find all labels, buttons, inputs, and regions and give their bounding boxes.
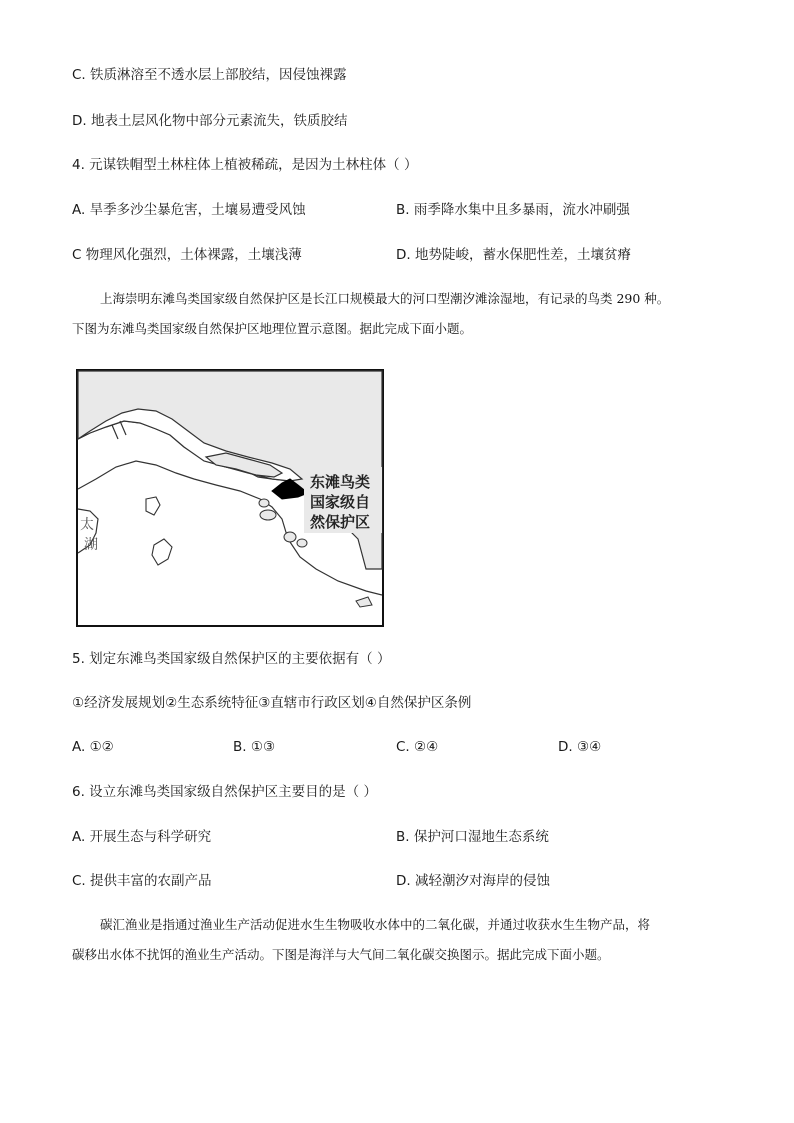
q4-option-b: B. 雨季降水集中且多暴雨，流水冲刷强 bbox=[396, 202, 630, 218]
q4-option-d: D. 地势陡峻，蓄水保肥性差，土壤贫瘠 bbox=[396, 247, 631, 263]
reserve-label-line2: 国家级自 bbox=[310, 493, 371, 511]
q6-option-c: C. 提供丰富的农副产品 bbox=[72, 873, 212, 889]
passage1-line1: 上海崇明东滩鸟类国家级自然保护区是长江口规模最大的河口型潮汐滩涂湿地，有记录的鸟类 290 种。 bbox=[100, 291, 670, 306]
taihu-label-2: 湖 bbox=[84, 537, 98, 553]
q5-statements: ①经济发展规划②生态系统特征③直辖市行政区划④自然保护区条例 bbox=[72, 695, 472, 711]
q4-stem: 4. 元谋铁帽型土林柱体上植被稀疏，是因为土林柱体（ ） bbox=[72, 157, 418, 173]
q4-option-c: C 物理风化强烈，土体裸露，土壤浅薄 bbox=[72, 247, 302, 263]
q6-option-a: A. 开展生态与科学研究 bbox=[72, 829, 212, 845]
island bbox=[284, 532, 296, 542]
q5-option-c: C. ②④ bbox=[396, 739, 439, 755]
passage2-line1: 碳汇渔业是指通过渔业生产活动促进水生生物吸收水体中的二氧化碳，并通过收获水生生物产品，将 bbox=[100, 917, 651, 932]
taihu-label-1: 太 bbox=[80, 517, 94, 533]
q5-option-a: A. ①② bbox=[72, 739, 114, 755]
q6-option-d: D. 减轻潮汐对海岸的侵蚀 bbox=[396, 873, 550, 889]
passage2-line2: 碳移出水体不扰饵的渔业生产活动。下图是海洋与大气间二氧化碳交换图示。据此完成下面小题。 bbox=[72, 947, 610, 962]
q5-option-b: B. ①③ bbox=[233, 739, 276, 755]
island bbox=[297, 539, 307, 547]
location-map bbox=[76, 369, 384, 627]
q5-stem: 5. 划定东滩鸟类国家级自然保护区的主要依据有（ ） bbox=[72, 651, 391, 667]
island bbox=[260, 510, 276, 520]
reserve-label-line1: 东滩鸟类 bbox=[310, 473, 371, 491]
q3-option-d: D. 地表土层风化物中部分元素流失，铁质胶结 bbox=[72, 113, 348, 129]
island bbox=[259, 499, 269, 507]
q4-option-a: A. 旱季多沙尘暴危害，土壤易遭受风蚀 bbox=[72, 202, 306, 218]
q3-option-c: C. 铁质淋溶至不透水层上部胶结，因侵蚀裸露 bbox=[72, 67, 347, 83]
passage1-line2: 下图为东滩鸟类国家级自然保护区地理位置示意图。据此完成下面小题。 bbox=[72, 321, 473, 336]
reserve-label-line3: 然保护区 bbox=[310, 513, 371, 531]
q5-option-d: D. ③④ bbox=[558, 739, 602, 755]
q6-stem: 6. 设立东滩鸟类国家级自然保护区主要目的是（ ） bbox=[72, 784, 377, 800]
q6-option-b: B. 保护河口湿地生态系统 bbox=[396, 829, 549, 845]
